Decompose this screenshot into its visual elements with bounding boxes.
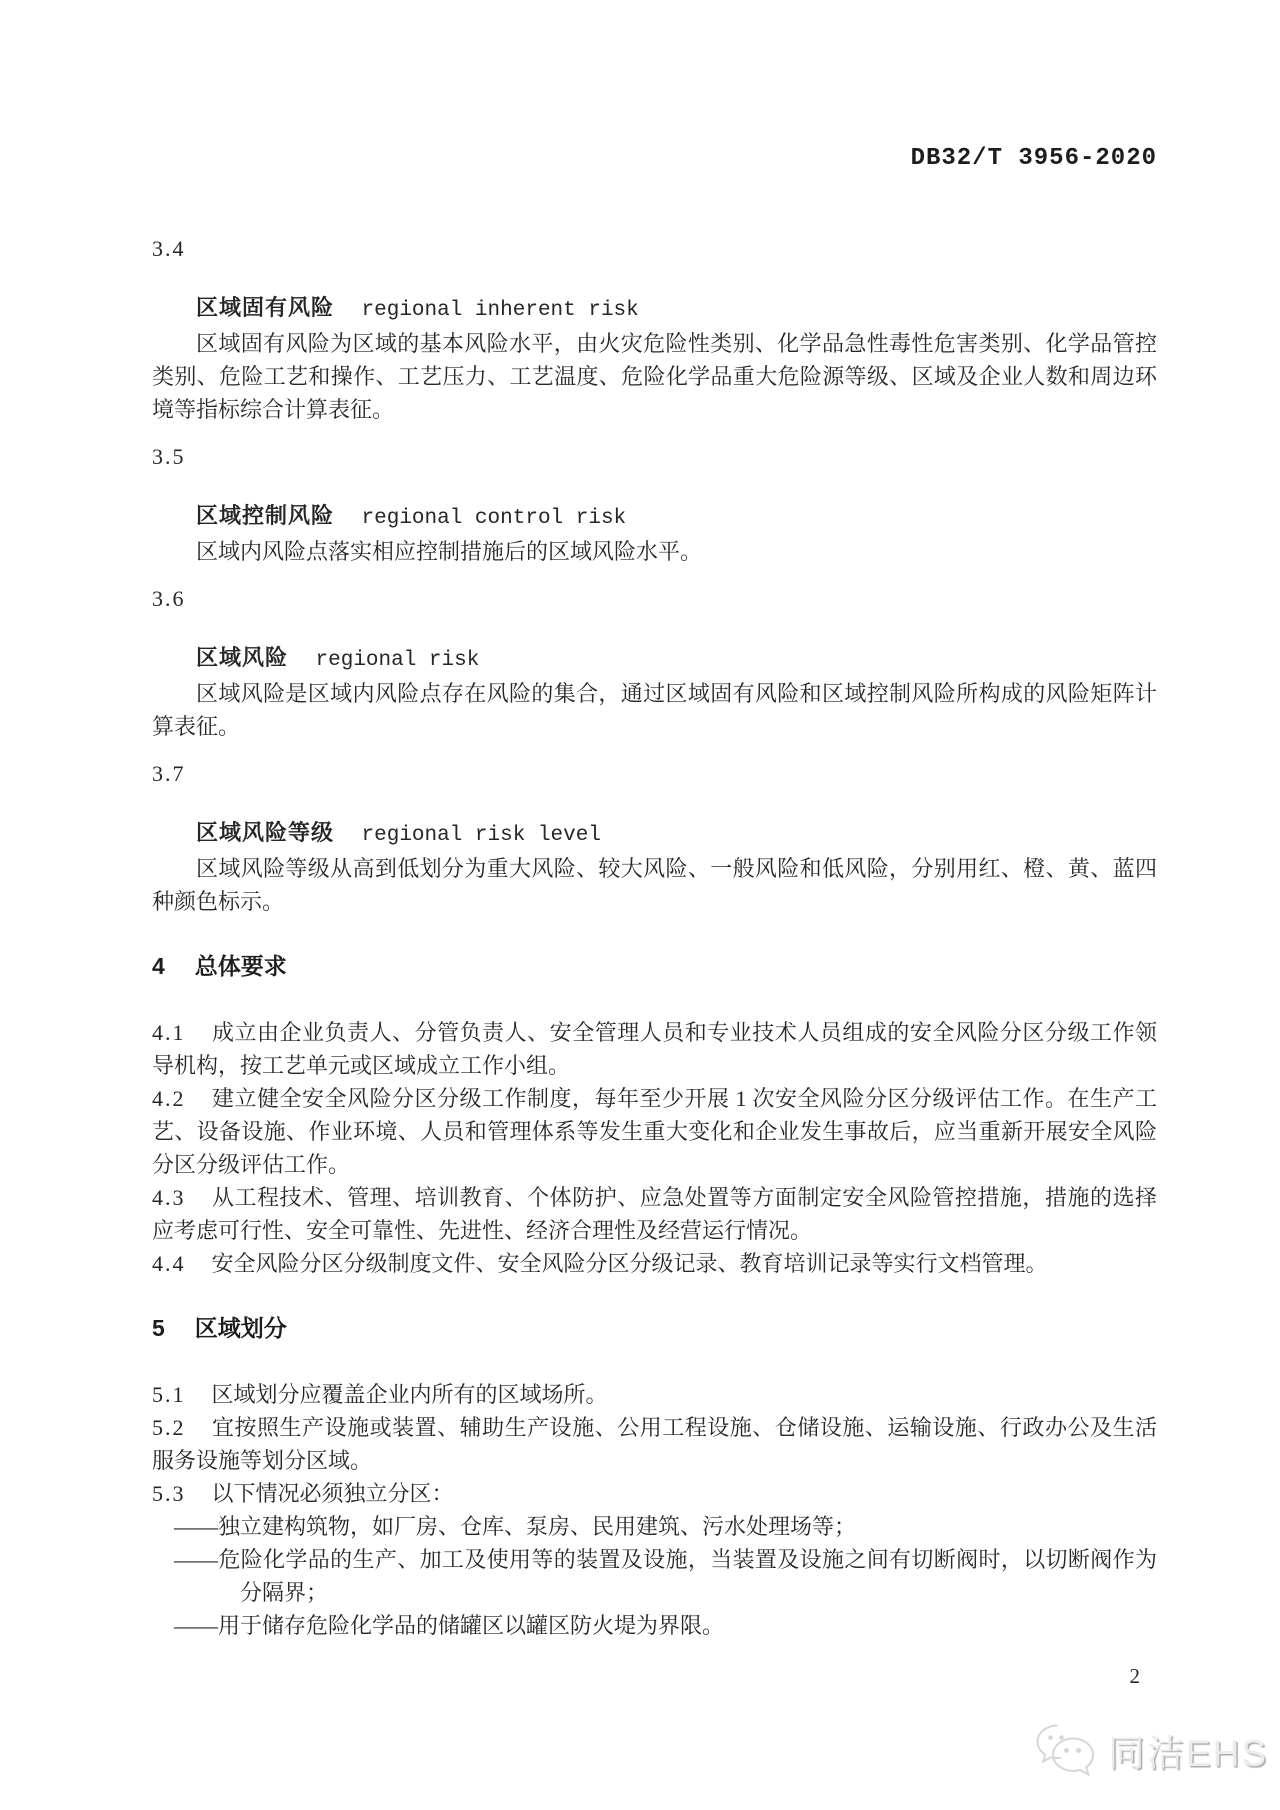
clause-5-3: [152, 1477, 1157, 1510]
definition-number: 3.6: [152, 586, 186, 611]
term-zh: 区域风险等级: [196, 820, 335, 845]
clause-number: 4.1: [152, 1020, 186, 1045]
clause-number: 5.2: [152, 1415, 186, 1440]
clause-number: 5.1: [152, 1382, 186, 1407]
section-number: 4: [152, 953, 165, 979]
clause-number: 4.4: [152, 1251, 186, 1276]
clause-4-1: [152, 1016, 1157, 1082]
definition-number: 3.5: [152, 444, 186, 469]
clause-text: 从工程技术、管理、培训教育、个体防护、应急处置等方面制定安全风险管控措施，措施的选择应考虑可行性、安全可靠性、先进性、经济合理性及经营运行情况。: [152, 1185, 1157, 1243]
clause-text: 建立健全安全风险分区分级工作制度，每年至少开展 1 次安全风险分区分级评估工作。在生产工艺、设备设施、作业环境、人员和管理体系等发生重大变化和企业发生事故后，应当重新开展安全风险分区分级评估工作。: [152, 1086, 1157, 1177]
watermark-text: 同洁EHS: [1107, 1732, 1268, 1774]
clause-text: 成立由企业负责人、分管负责人、安全管理人员和专业技术人员组成的安全风险分区分级工作领导机构，按工艺单元或区域成立工作小组。: [152, 1020, 1157, 1078]
list-item-tank-area: [174, 1609, 1157, 1642]
term-zh: 区域控制风险: [196, 503, 335, 528]
definition-number: 3.7: [152, 761, 186, 786]
definition-body: 区域风险等级从高到低划分为重大风险、较大风险、一般风险和低风险，分别用红、橙、黄、蓝四种颜色标示。: [152, 856, 1157, 914]
definition-body: 区域风险是区域内风险点存在风险的集合，通过区域固有风险和区域控制风险所构成的风险矩阵计算表征。: [152, 681, 1157, 739]
clause-text: 以下情况必须独立分区：: [211, 1481, 454, 1506]
clause-4-4: [152, 1247, 1157, 1280]
term-en: regional inherent risk: [361, 299, 639, 322]
definition-3-6: [152, 582, 1157, 743]
clause-5-2: [152, 1411, 1157, 1477]
term-zh: 区域风险: [196, 645, 289, 670]
term-zh: 区域固有风险: [196, 295, 335, 320]
term-en: regional control risk: [361, 507, 627, 530]
dash-marker: ——: [174, 1547, 218, 1572]
section-heading-5: [152, 1312, 1157, 1345]
list-item-text: 危险化学品的生产、加工及使用等的装置及设施，当装置及设施之间有切断阀时，以切断阀作为分隔界；: [218, 1547, 1157, 1605]
watermark: [1034, 1722, 1268, 1784]
definition-body: 区域内风险点落实相应控制措施后的区域风险水平。: [196, 539, 703, 564]
definition-body: 区域固有风险为区域的基本风险水平，由火灾危险性类别、化学品急性毒性危害类别、化学品管控类别、危险工艺和操作、工艺压力、工艺温度、危险化学品重大危险源等级、区域及企业人数和周边环境等指标综合计算表征。: [152, 331, 1157, 422]
clause-number: 4.3: [152, 1185, 186, 1210]
clause-text: 宜按照生产设施或装置、辅助生产设施、公用工程设施、仓储设施、运输设施、行政办公及生活服务设施等划分区域。: [152, 1415, 1157, 1473]
clause-5-1: [152, 1378, 1157, 1411]
clause-4-2: [152, 1082, 1157, 1181]
dash-marker: ——: [174, 1613, 218, 1638]
clause-text: 区域划分应覆盖企业内所有的区域场所。: [211, 1382, 608, 1407]
wechat-icon: [1034, 1722, 1098, 1784]
definition-number: 3.4: [152, 236, 186, 261]
definition-term: [196, 641, 1157, 677]
definition-3-7: [152, 757, 1157, 918]
dash-marker: ——: [174, 1514, 218, 1539]
clause-number: 5.3: [152, 1481, 186, 1506]
section-heading-4: [152, 950, 1157, 983]
definition-term: [196, 291, 1157, 327]
definition-3-4: [152, 232, 1157, 426]
section-title: 区域划分: [194, 1315, 287, 1341]
clause-4-3: [152, 1181, 1157, 1247]
definition-term: [196, 816, 1157, 852]
list-item-text: 独立建构筑物，如厂房、仓库、泵房、民用建筑、污水处理场等；: [218, 1514, 857, 1539]
list-item-text: 用于储存危险化学品的储罐区以罐区防火堤为界限。: [218, 1613, 725, 1638]
clause-text: 安全风险分区分级制度文件、安全风险分区分级记录、教育培训记录等实行文档管理。: [211, 1251, 1048, 1276]
standard-number-header: DB32/T 3956-2020: [910, 145, 1157, 172]
definition-term: [196, 499, 1157, 535]
clause-number: 4.2: [152, 1086, 186, 1111]
list-item-independent-buildings: [174, 1510, 1157, 1543]
definition-3-5: [152, 440, 1157, 568]
term-en: regional risk: [315, 649, 480, 672]
section-title: 总体要求: [194, 953, 287, 979]
section-number: 5: [152, 1315, 165, 1341]
list-item-cutoff-valve: [174, 1543, 1157, 1609]
term-en: regional risk level: [361, 824, 601, 847]
page-number: 2: [1129, 1664, 1140, 1688]
